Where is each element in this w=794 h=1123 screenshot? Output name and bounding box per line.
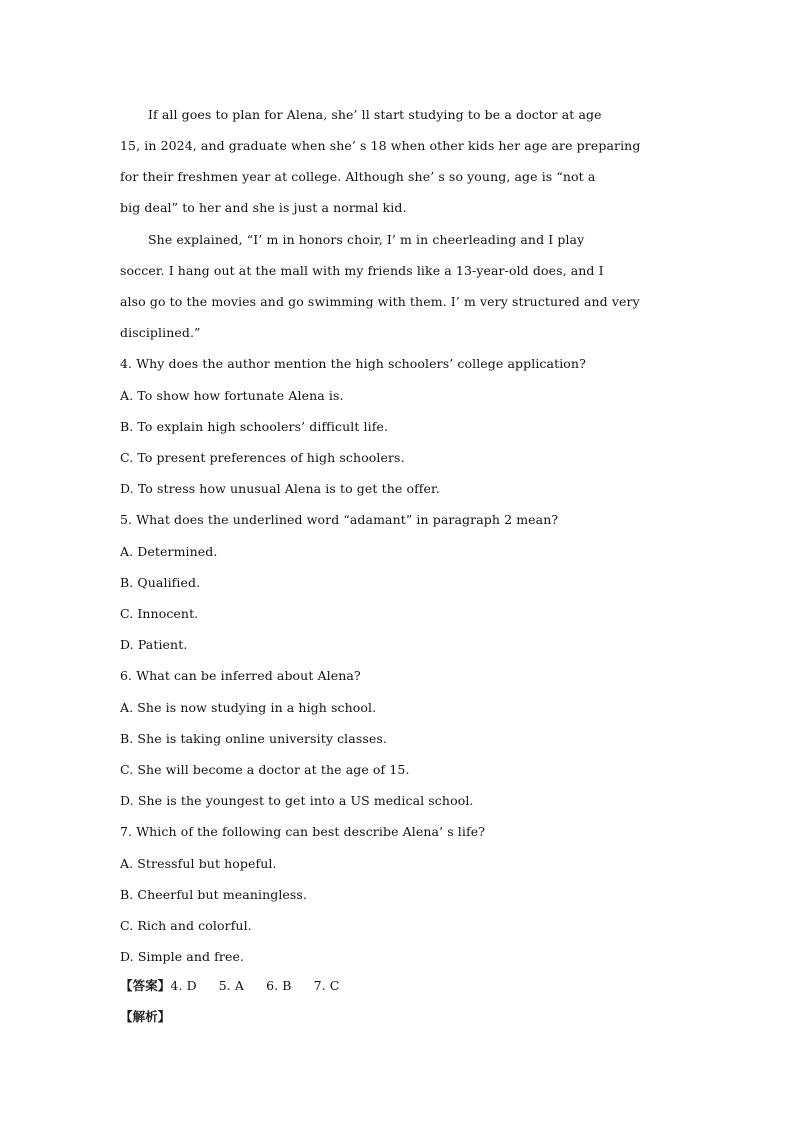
question-option: A. Stressful but hopeful. bbox=[120, 856, 277, 871]
passage-line: 15, in 2024, and graduate when she’ s 18 when other kids her age are preparing bbox=[120, 138, 641, 153]
passage-line: She explained, “I’ m in honors choir, I’ m in cheerleading and I play bbox=[148, 232, 585, 247]
question-stem: 7. Which of the following can best describe Alena’ s life? bbox=[120, 824, 486, 839]
passage-line: If all goes to plan for Alena, she’ ll start studying to be a doctor at age bbox=[148, 107, 602, 122]
answer-item: 4. D bbox=[170, 978, 197, 993]
question-option: A. She is now studying in a high school. bbox=[120, 700, 377, 715]
passage-line: soccer. I hang out at the mall with my friends like a 13-year-old does, and I bbox=[120, 263, 604, 278]
question-option: B. She is taking online university classes. bbox=[120, 731, 387, 746]
analysis-label: 【解析】 bbox=[120, 1009, 171, 1024]
question-option: D. Patient. bbox=[120, 637, 188, 652]
question-option: C. Rich and colorful. bbox=[120, 918, 252, 933]
question-option: D. Simple and free. bbox=[120, 949, 245, 964]
question-option: C. Innocent. bbox=[120, 606, 199, 621]
question-option: D. She is the youngest to get into a US medical school. bbox=[120, 793, 474, 808]
answer-line bbox=[120, 978, 361, 994]
answer-item: 7. C bbox=[313, 978, 340, 993]
passage-line: disciplined.” bbox=[120, 325, 201, 340]
question-option: B. To explain high schoolers’ difficult life. bbox=[120, 419, 389, 434]
passage-line: big deal” to her and she is just a normal kid. bbox=[120, 200, 407, 215]
answer-item: 5. A bbox=[218, 978, 245, 993]
question-option: B. Cheerful but meaningless. bbox=[120, 887, 308, 902]
question-option: C. She will become a doctor at the age of 15. bbox=[120, 762, 410, 777]
analysis-line bbox=[120, 1009, 170, 1025]
question-option: A. Determined. bbox=[120, 544, 218, 559]
question-option: A. To show how fortunate Alena is. bbox=[120, 388, 344, 403]
passage-line: also go to the movies and go swimming with them. I’ m very structured and very bbox=[120, 294, 640, 309]
question-stem: 6. What can be inferred about Alena? bbox=[120, 668, 361, 683]
answer-item: 6. B bbox=[266, 978, 292, 993]
question-stem: 5. What does the underlined word “adamant” in paragraph 2 mean? bbox=[120, 512, 559, 527]
question-option: B. Qualified. bbox=[120, 575, 201, 590]
answer-label: 【答案】 bbox=[120, 978, 171, 993]
question-stem: 4. Why does the author mention the high schoolers’ college application? bbox=[120, 356, 586, 371]
question-option: D. To stress how unusual Alena is to get the offer. bbox=[120, 481, 440, 496]
passage-line: for their freshmen year at college. Although she’ s so young, age is “not a bbox=[120, 169, 596, 184]
question-option: C. To present preferences of high schoolers. bbox=[120, 450, 405, 465]
